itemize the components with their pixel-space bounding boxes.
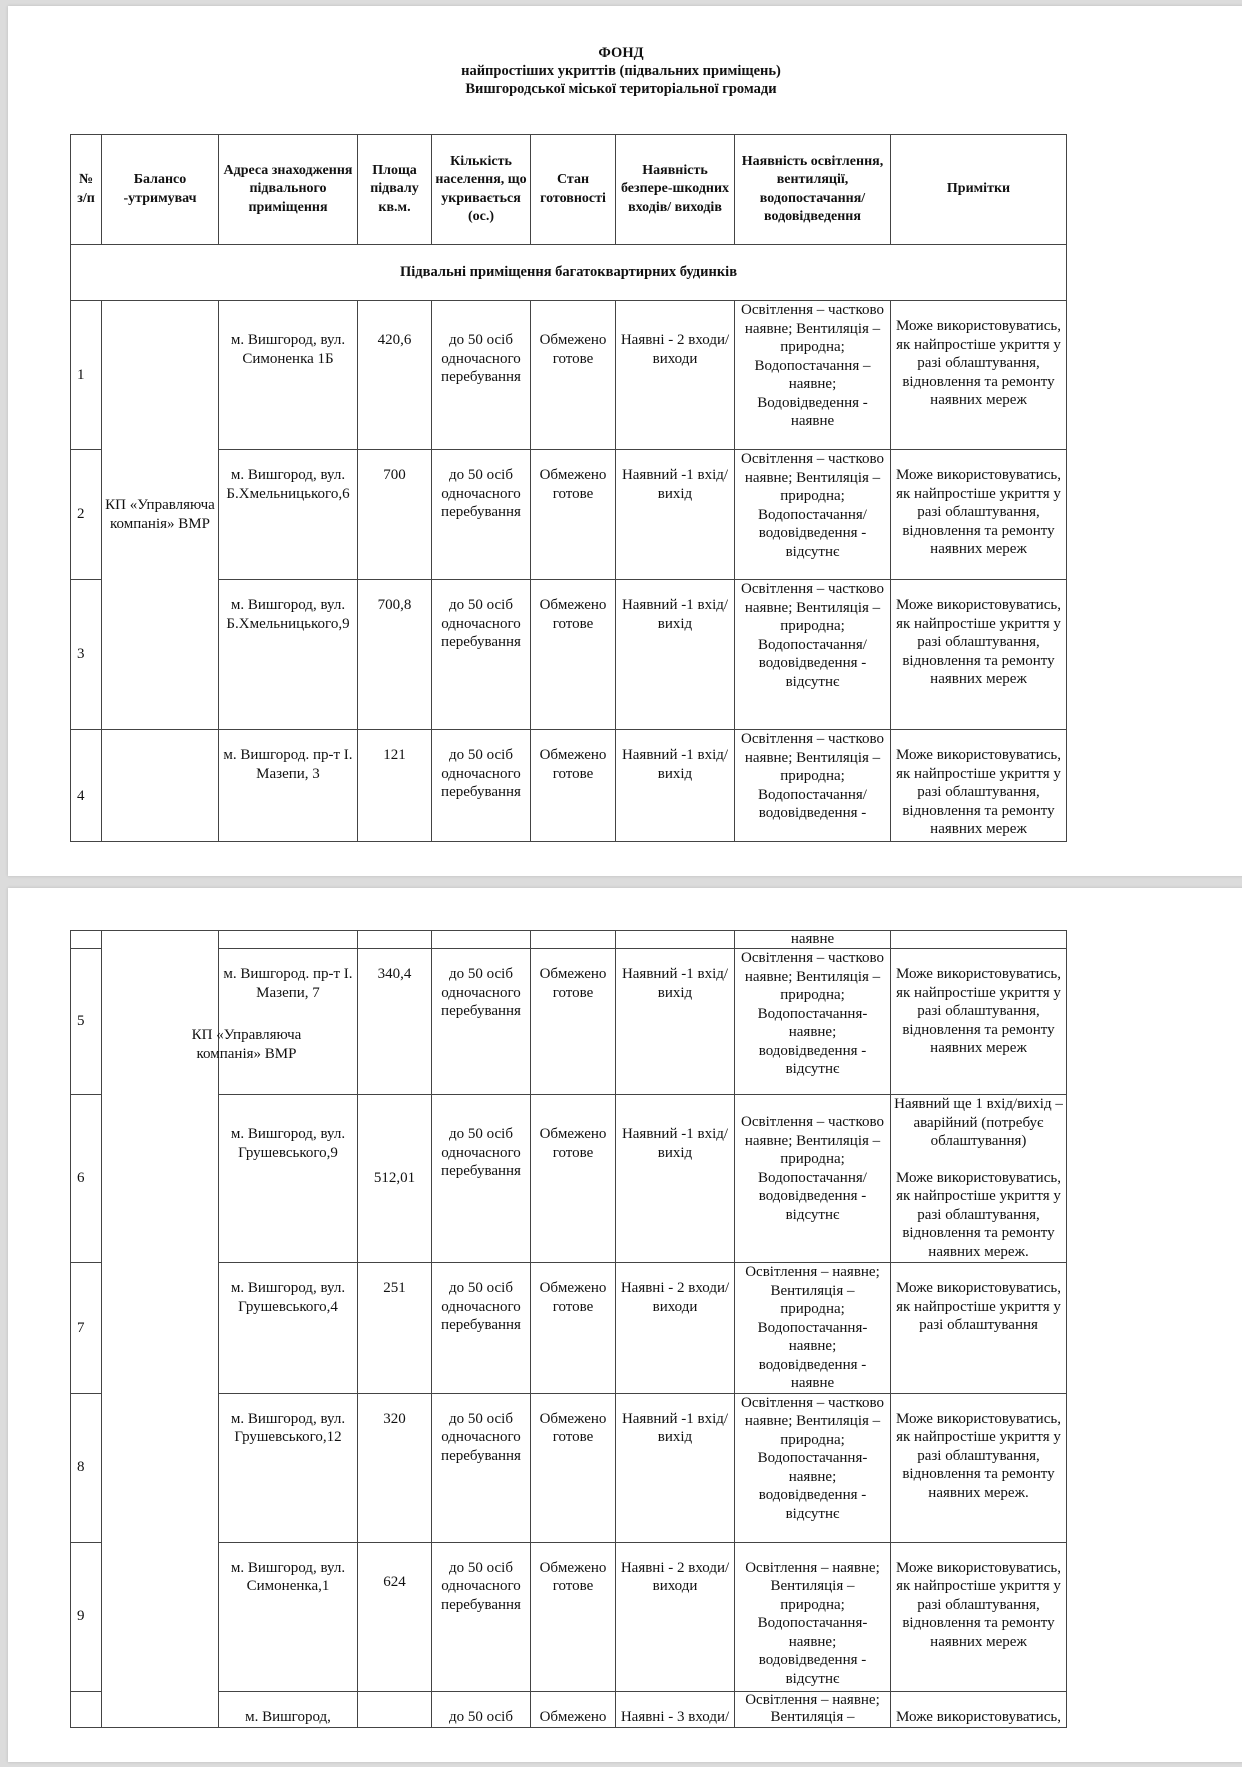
row-readiness: Обмежено готове <box>531 1393 616 1542</box>
row-area: 251 <box>358 1263 432 1394</box>
row-address: м. Вишгород, вул. Симоненка 1Б <box>219 301 358 450</box>
holder-name-page2: КП «Управляюча компанія» ВМР <box>191 1027 302 1062</box>
row-address: м. Вишгород. пр-т І. Мазепи, 3 <box>219 730 358 842</box>
row-num: 2 <box>71 450 102 580</box>
row-population: до 50 осіб <box>432 1691 531 1727</box>
row-utilities: Освітлення – частково наявне; Вентиляція – природна; Водопостачання/ водовідведення - відсутнє <box>735 580 891 730</box>
header-utilities: Наявність освітлення, вентиляції, водопостачання/ водовідведення <box>735 135 891 245</box>
row-population: до 50 осіб одночасного перебування <box>432 1263 531 1394</box>
row-exits: Наявні - 2 входи/ виходи <box>616 1542 735 1691</box>
row-utilities: Освітлення – частково наявне; Вентиляція – природна; Водопостачання- наявне; водовідведення - відсутнє <box>735 1393 891 1542</box>
holder-name: КП «Управляюча компанія» ВМР <box>102 450 219 580</box>
table-row <box>71 450 1067 580</box>
row-exits: Наявний -1 вхід/вихід <box>616 730 735 842</box>
title-line-3: Вишгородської міської територіальної громади <box>465 81 777 97</box>
row-population: до 50 осіб одночасного перебування <box>432 301 531 450</box>
row-population: до 50 осіб одночасного перебування <box>432 580 531 730</box>
row-exits: Наявний -1 вхід/вихід <box>616 1095 735 1263</box>
row-address: м. Вишгород, вул. Грушевського,4 <box>219 1263 358 1394</box>
row-population: до 50 осіб одночасного перебування <box>432 730 531 842</box>
row-notes-extra: Може використовуватись, як найпростіше укриття у разі облаштування, відновлення та ремонту наявних мереж. <box>896 1169 1061 1260</box>
row-readiness: Обмежено готове <box>531 730 616 842</box>
row-address: м. Вишгород, вул. Симоненка,1 <box>219 1542 358 1691</box>
table-row <box>71 1691 1067 1727</box>
row-address: м. Вишгород, вул. Б.Хмельницького,9 <box>219 580 358 730</box>
row-notes: Може використовуватись, як найпростіше укриття у разі облаштування, відновлення та ремонту наявних мереж. <box>891 1393 1067 1542</box>
header-holder: Балансо -утримувач <box>102 135 219 245</box>
row-num: 6 <box>71 1095 102 1263</box>
row-address: м. Вишгород. пр-т І. Мазепи, 7 <box>219 949 358 1095</box>
table-row <box>71 931 1067 949</box>
row-readiness: Обмежено готове <box>531 301 616 450</box>
table-row <box>71 1393 1067 1542</box>
row-utilities: Освітлення – частково наявне; Вентиляція – природна; Водопостачання/ водовідведення - відсутнє <box>735 1095 891 1263</box>
table-row <box>71 949 1067 1095</box>
row-utilities: Освітлення – наявне; Вентиляція – природна; Водопостачання- наявне; водовідведення - наявне <box>735 1263 891 1394</box>
row-notes: Може використовуватись, як найпростіше укриття у разі облаштування, відновлення та ремонту наявних мереж <box>891 450 1067 580</box>
row-utilities: Освітлення – частково наявне; Вентиляція – природна; Водопостачання – наявне; Водовідведення - наявне <box>735 301 891 450</box>
row-notes: Може використовуватись, як найпростіше укриття у разі облаштування, відновлення та ремонту наявних мереж <box>891 949 1067 1095</box>
row-area <box>358 1691 432 1727</box>
row-notes: Може використовуватись, як найпростіше укриття у разі облаштування, відновлення та ремонту наявних мереж <box>891 730 1067 842</box>
row-readiness: Обмежено готове <box>531 1095 616 1263</box>
row-utilities: Освітлення – частково наявне; Вентиляція – природна; Водопостачання/ водовідведення - відсутнє <box>735 450 891 580</box>
title-line-2: найпростіших укриттів (підвальних приміщень) <box>461 63 781 79</box>
header-num: № з/п <box>71 135 102 245</box>
row-area: 121 <box>358 730 432 842</box>
row-utilities-continuation: наявне <box>735 931 891 949</box>
header-population: Кількість населення, що укривається (ос.) <box>432 135 531 245</box>
row-num: 7 <box>71 1263 102 1394</box>
header-area: Площа підвалу кв.м. <box>358 135 432 245</box>
row-notes <box>891 1095 1067 1263</box>
row-population: до 50 осіб одночасного перебування <box>432 1095 531 1263</box>
row-readiness: Обмежено готове <box>531 1263 616 1394</box>
header-exits: Наявність безпере-шкодних входів/ виходів <box>616 135 735 245</box>
table-row <box>71 1263 1067 1394</box>
row-exits: Наявні - 2 входи/ виходи <box>616 301 735 450</box>
row-num: 3 <box>71 580 102 730</box>
row-num: 9 <box>71 1542 102 1691</box>
table-header-row <box>71 135 1067 245</box>
row-notes: Може використовуватись, як найпростіше укриття у разі облаштування, відновлення та ремонту наявних мереж <box>891 580 1067 730</box>
row-notes-primary: Наявний ще 1 вхід/вихід – аварійний (потребує облаштування) <box>894 1096 1063 1149</box>
shelters-table <box>70 134 1067 842</box>
table-row <box>71 301 1067 450</box>
document-title <box>8 44 1234 98</box>
row-population: до 50 осіб одночасного перебування <box>432 450 531 580</box>
header-notes: Примітки <box>891 135 1067 245</box>
row-notes: Може використовуватись, як найпростіше укриття у разі облаштування, відновлення та ремонту наявних мереж <box>891 1542 1067 1691</box>
section-row <box>71 245 1067 301</box>
row-exits: Наявні - 3 входи/ <box>616 1691 735 1727</box>
row-address: м. Вишгород, вул. Грушевського,12 <box>219 1393 358 1542</box>
row-num: 8 <box>71 1393 102 1542</box>
row-readiness: Обмежено <box>531 1691 616 1727</box>
row-notes: Може використовуватись, як найпростіше укриття у разі облаштування, відновлення та ремонту наявних мереж <box>891 301 1067 450</box>
row-readiness: Обмежено готове <box>531 450 616 580</box>
row-area: 320 <box>358 1393 432 1542</box>
table-row <box>71 580 1067 730</box>
row-exits: Наявний -1 вхід/вихід <box>616 949 735 1095</box>
document-page-2 <box>8 888 1242 1762</box>
header-address: Адреса знаходження підвального приміщення <box>219 135 358 245</box>
row-address: м. Вишгород, вул. Б.Хмельницького,6 <box>219 450 358 580</box>
row-area: 700,8 <box>358 580 432 730</box>
row-readiness: Обмежено готове <box>531 580 616 730</box>
row-utilities: Освітлення – наявне; Вентиляція – <box>735 1691 891 1727</box>
row-utilities: Освітлення – наявне; Вентиляція – природна; Водопостачання- наявне; водовідведення - відсутнє <box>735 1542 891 1691</box>
document-page-1 <box>8 6 1242 876</box>
row-address: м. Вишгород, вул. Грушевського,9 <box>219 1095 358 1263</box>
row-area: 340,4 <box>358 949 432 1095</box>
row-exits: Наявний -1 вхід/вихід <box>616 450 735 580</box>
row-num <box>71 1691 102 1727</box>
row-utilities: Освітлення – частково наявне; Вентиляція – природна; Водопостачання- наявне; водовідведення - відсутнє <box>735 949 891 1095</box>
table-row <box>71 1095 1067 1263</box>
header-readiness: Стан готовності <box>531 135 616 245</box>
row-address: м. Вишгород, <box>219 1691 358 1727</box>
row-area: 420,6 <box>358 301 432 450</box>
row-population: до 50 осіб одночасного перебування <box>432 1393 531 1542</box>
row-population: до 50 осіб одночасного перебування <box>432 1542 531 1691</box>
table-row <box>71 730 1067 842</box>
row-exits: Наявні - 2 входи/ виходи <box>616 1263 735 1394</box>
table-row <box>71 1542 1067 1691</box>
row-readiness: Обмежено готове <box>531 949 616 1095</box>
row-notes: Може використовуватись, <box>891 1691 1067 1727</box>
section-title: Підвальні приміщення багатоквартирних будинків <box>71 245 1067 301</box>
row-num: 1 <box>71 301 102 450</box>
row-num: 5 <box>71 949 102 1095</box>
title-line-1: ФОНД <box>598 45 644 61</box>
row-area: 512,01 <box>358 1095 432 1263</box>
row-utilities: Освітлення – частково наявне; Вентиляція – природна; Водопостачання/ водовідведення - <box>735 730 891 842</box>
row-area: 624 <box>358 1542 432 1691</box>
row-area: 700 <box>358 450 432 580</box>
row-readiness: Обмежено готове <box>531 1542 616 1691</box>
row-exits: Наявний -1 вхід/вихід <box>616 580 735 730</box>
row-num: 4 <box>71 730 102 842</box>
row-exits: Наявний -1 вхід/вихід <box>616 1393 735 1542</box>
row-notes: Може використовуватись, як найпростіше укриття у разі облаштування <box>891 1263 1067 1394</box>
row-population: до 50 осіб одночасного перебування <box>432 949 531 1095</box>
